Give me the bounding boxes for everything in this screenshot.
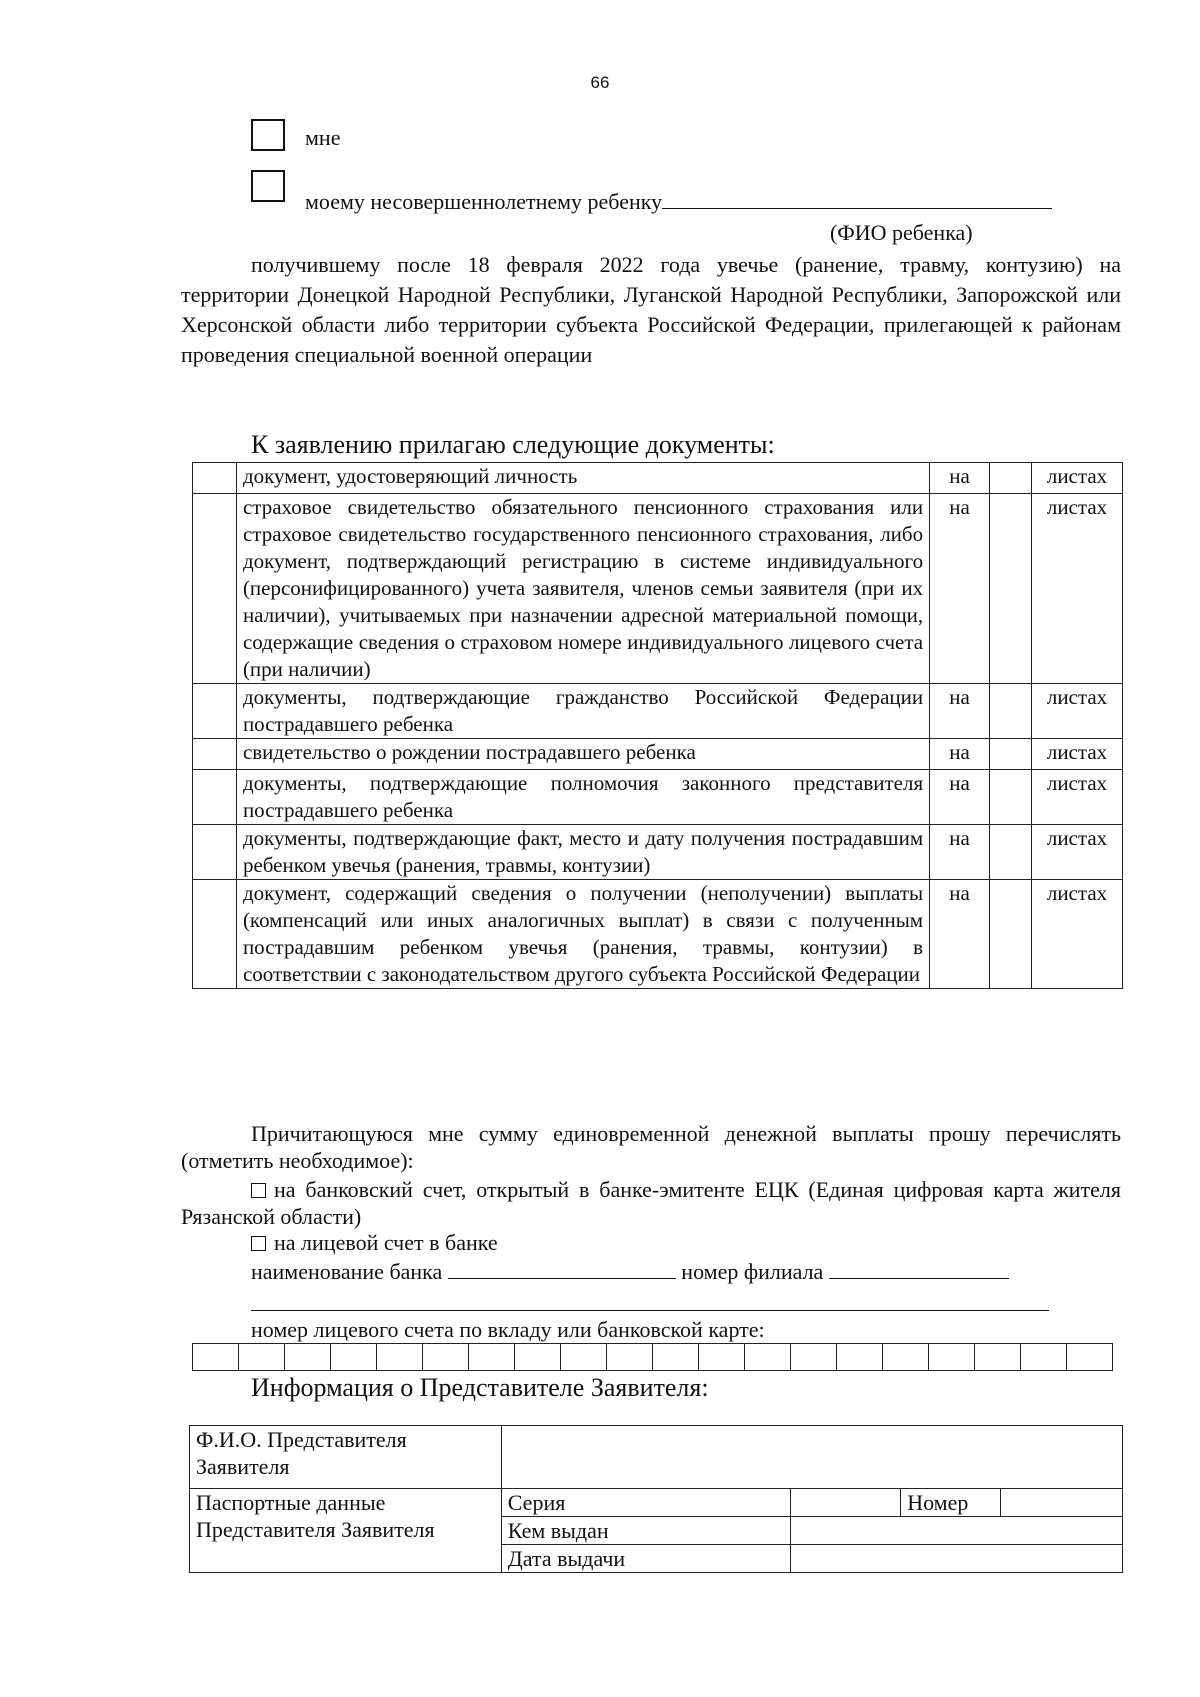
rep-number-field[interactable] [1001,1489,1123,1517]
child-name-field[interactable] [662,188,1052,209]
account-digit-cell[interactable] [331,1344,377,1371]
document-check-cell[interactable] [193,463,237,494]
document-sheets-count[interactable] [990,684,1032,739]
checkbox-bank-card[interactable] [251,1183,266,1198]
document-sheets-count[interactable] [990,770,1032,825]
rep-issue-date-label: Дата выдачи [501,1545,791,1573]
document-name: документы, подтверждающие полномочия законного представителя пострадавшего ребенка [236,770,929,825]
account-digit-cell[interactable] [653,1344,699,1371]
account-digit-cell[interactable] [929,1344,975,1371]
account-digit-cell[interactable] [699,1344,745,1371]
document-na: на [930,684,990,739]
account-digit-cell[interactable] [561,1344,607,1371]
document-row [193,825,1123,880]
bank-name-extra-line[interactable] [251,1310,1049,1311]
rep-series-label: Серия [501,1489,791,1517]
account-digit-cell[interactable] [239,1344,285,1371]
document-name: страховое свидетельство обязательного пенсионного страхования или страховое свидетельство государственного пенсионного страхования, либо документ, подтверждающий регистрацию в системе индивидуального (персонифицированного) учета заявителя, членов семьи заявителя (при их наличии), учитываемых при назначении адресной материальной помощи, содержащие сведения о страховом номере индивидуального лицевого счета (при наличии) [236,494,929,684]
document-na: на [930,494,990,684]
account-digit-cell[interactable] [1021,1344,1067,1371]
representative-heading: Информация о Представителе Заявителя: [251,1373,709,1402]
document-name: документ, содержащий сведения о получении (неполучении) выплаты (компенсаций или иных аналогичных выплат) в связи с полученным пострадавшим ребенком увечья (ранения, травмы, контузии) в соответствии с законодательством другого субъекта Российской Федерации [236,880,929,989]
account-digit-cell[interactable] [377,1344,423,1371]
account-digit-cell[interactable] [791,1344,837,1371]
payment-intro [181,1120,1121,1174]
account-digit-cell[interactable] [515,1344,561,1371]
account-digit-cell[interactable] [745,1344,791,1371]
branch-number-field[interactable] [829,1260,1009,1279]
bank-name-field[interactable] [448,1260,676,1279]
document-row [193,684,1123,739]
document-row [193,494,1123,684]
document-sheets-count[interactable] [990,825,1032,880]
account-number-grid[interactable] [192,1343,1113,1371]
rep-issued-by-label: Кем выдан [501,1517,791,1545]
rep-number-label: Номер [901,1489,1001,1517]
option-me-label: мне [305,125,341,150]
document-na: на [930,825,990,880]
account-number-label: номер лицевого счета по вкладу или банковской карте: [251,1317,765,1342]
account-digit-cell[interactable] [607,1344,653,1371]
document-row [193,463,1123,494]
document-row [193,880,1123,989]
document-row [193,770,1123,825]
document-row [193,739,1123,770]
document-check-cell[interactable] [193,770,237,825]
document-name: документы, подтверждающие гражданство Российской Федерации пострадавшего ребенка [236,684,929,739]
account-digit-cell[interactable] [883,1344,929,1371]
account-digit-cell[interactable] [469,1344,515,1371]
payment-option-account[interactable] [251,1230,498,1256]
rep-fio-label: Ф.И.О. Представителя Заявителя [190,1426,502,1489]
document-sheets-label: листах [1031,463,1122,494]
document-na: на [930,739,990,770]
injury-paragraph [181,250,1121,370]
document-check-cell[interactable] [193,825,237,880]
document-name: документ, удостоверяющий личность [236,463,929,494]
payment-option-card-label: на банковский счет, открытый в банке-эмитенте ЕЦК (Единая цифровая карта жителя Рязанской области) [181,1177,1121,1229]
document-name: документы, подтверждающие факт, место и дату получения пострадавшим ребенком увечья (ранения, травмы, контузии) [236,825,929,880]
payment-intro-text: Причитающуюся мне сумму единовременной денежной выплаты прошу перечислять (отметить необходимое): [181,1121,1121,1173]
bank-name-label: наименование банка [251,1259,443,1284]
option-child-label: моему несовершеннолетнему ребенку [305,189,663,214]
rep-issued-by-field[interactable] [791,1517,1123,1545]
rep-issue-date-field[interactable] [791,1545,1123,1573]
child-name-caption: (ФИО ребенка) [830,220,973,245]
document-name: свидетельство о рождении пострадавшего ребенка [236,739,929,770]
document-sheets-count[interactable] [990,880,1032,989]
rep-fio-field[interactable] [501,1426,1122,1489]
documents-heading: К заявлению прилагаю следующие документы: [251,430,775,459]
rep-passport-label: Паспортные данные Представителя Заявителя [190,1489,502,1573]
account-digit-cell[interactable] [1067,1344,1113,1371]
document-sheets-label: листах [1031,739,1122,770]
account-digit-cell[interactable] [837,1344,883,1371]
document-check-cell[interactable] [193,880,237,989]
checkbox-me[interactable] [251,119,285,151]
document-sheets-label: листах [1031,880,1122,989]
injury-paragraph-text: получившему после 18 февраля 2022 года увечье (ранение, травму, контузию) на территории Донецкой Народной Республики, Луганской Народной Республики, Запорожской или Херсонской области либо территории субъекта Российской Федерации, прилегающей к районам проведения специальной военной операции [181,252,1121,367]
account-digit-cell[interactable] [285,1344,331,1371]
account-digit-cell[interactable] [975,1344,1021,1371]
account-digit-cell[interactable] [193,1344,239,1371]
document-sheets-count[interactable] [990,494,1032,684]
document-check-cell[interactable] [193,739,237,770]
documents-table [192,462,1123,989]
document-sheets-label: листах [1031,684,1122,739]
document-check-cell[interactable] [193,494,237,684]
bank-details-row [251,1259,1009,1285]
document-na: на [930,770,990,825]
document-na: на [930,463,990,494]
document-na: на [930,880,990,989]
page-number: 66 [590,73,610,92]
checkbox-child[interactable] [251,170,285,202]
document-sheets-count[interactable] [990,463,1032,494]
rep-series-field[interactable] [791,1489,901,1517]
document-check-cell[interactable] [193,684,237,739]
document-sheets-count[interactable] [990,739,1032,770]
payment-option-card[interactable] [181,1176,1121,1230]
document-sheets-label: листах [1031,770,1122,825]
branch-label: номер филиала [681,1259,824,1284]
checkbox-personal-account[interactable] [251,1236,266,1251]
representative-table [189,1425,1123,1573]
account-digit-cell[interactable] [423,1344,469,1371]
payment-option-account-label: на лицевой счет в банке [274,1230,498,1255]
document-sheets-label: листах [1031,494,1122,684]
document-sheets-label: листах [1031,825,1122,880]
option-child-row [305,188,1125,215]
